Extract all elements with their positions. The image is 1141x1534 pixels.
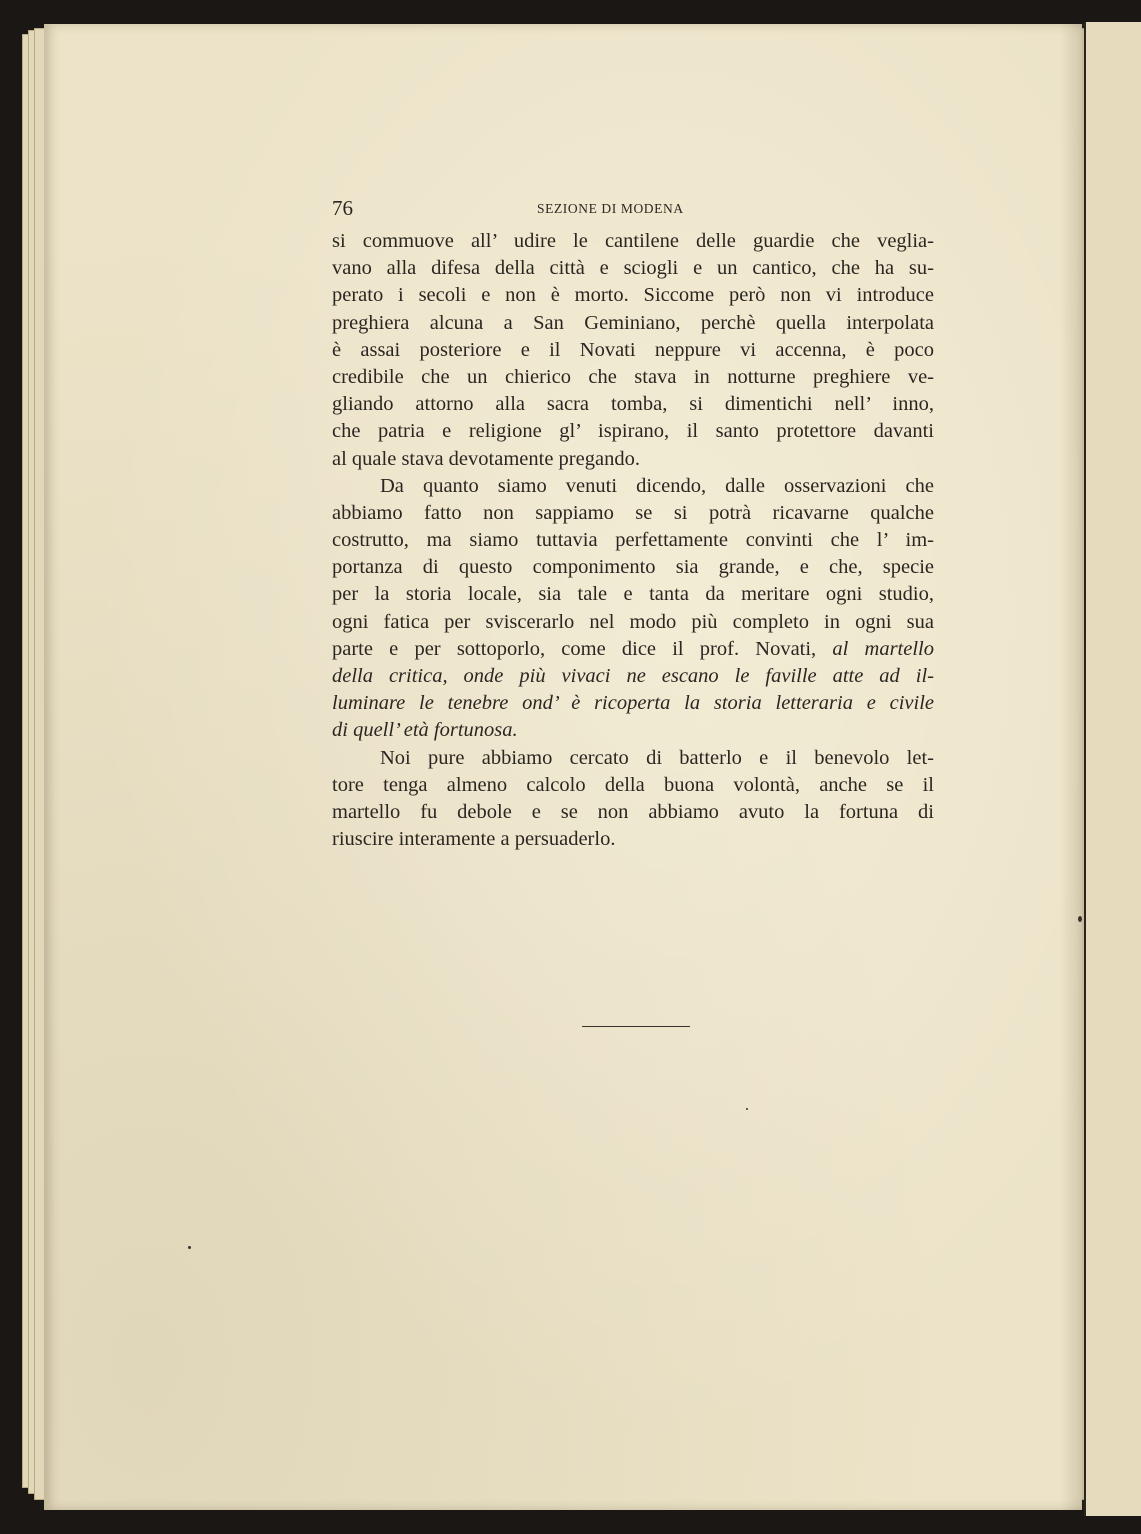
italic-quote: al martello [832, 637, 934, 660]
text-line: si commuove all’ udire le cantilene delle guardie che veglia- [332, 230, 934, 252]
text-line: costrutto, ma siamo tuttavia perfettamente convinti che l’ im- [332, 529, 934, 552]
text-line: è assai posteriore e il Novati neppure vi accenna, è poco [332, 338, 934, 361]
text-line: Noi pure abbiamo cercato di batterlo e il benevolo let- [380, 746, 934, 769]
text-line: che patria e religione gl’ ispirano, il santo protettore davanti [332, 420, 934, 443]
running-head [332, 196, 934, 222]
italic-line [332, 690, 934, 717]
text-line: al quale stava devotamente pregando. [332, 447, 640, 470]
text-line: perato i secoli e non è morto. Siccome però non vi introduce [332, 284, 934, 307]
section-title: SEZIONE DI MODENA [537, 201, 684, 216]
text-line: credibile che un chierico che stava in notturne preghiere ve- [332, 365, 934, 388]
body-text [332, 228, 934, 853]
italic-line [332, 663, 934, 690]
italic-quote: luminare le tenebre ond’ è ricoperta la storia letteraria e civile [332, 692, 934, 715]
text-line: per la storia locale, sia tale e tanta da meritare ogni studio, [332, 583, 934, 606]
ink-speck [1078, 916, 1082, 922]
gutter-shadow [1060, 24, 1084, 1510]
italic-quote: di quell’ età fortunosa. [332, 719, 518, 742]
text-line: gliando attorno alla sacra tomba, si dimentichi nell’ inno, [332, 393, 934, 416]
italic-line [332, 717, 934, 744]
text-line: vano alla difesa della città e sciogli e un cantico, che ha su- [332, 257, 934, 280]
text-line: preghiera alcuna a San Geminiano, perchè quella interpolata [332, 311, 934, 334]
text-line: ogni fatica per sviscerarlo nel modo più completo in ogni sua [332, 610, 934, 633]
text-line: riuscire interamente a persuaderlo. [332, 828, 616, 851]
text-segment: parte e per sottoporlo, come dice il prof. Novati, [332, 637, 817, 660]
ink-speck [746, 1108, 748, 1110]
text-line: martello fu debole e se non abbiamo avuto la fortuna di [332, 800, 934, 823]
facing-page-edge [1084, 22, 1141, 1516]
text-line: abbiamo fatto non sappiamo se si potrà ricavarne qualche [332, 501, 934, 524]
text-line: tore tenga almeno calcolo della buona volontà, anche se il [332, 773, 934, 796]
text-line: portanza di questo componimento sia grande, e che, specie [332, 556, 934, 579]
text-line-mixed [332, 636, 934, 663]
text-line: Da quanto siamo venuti dicendo, dalle osservazioni che [380, 474, 934, 497]
italic-quote: della critica, onde più vivaci ne escano le faville atte ad il- [332, 665, 934, 687]
page-number: 76 [332, 196, 353, 220]
ink-speck [188, 1246, 191, 1249]
closing-rule [582, 1026, 690, 1027]
